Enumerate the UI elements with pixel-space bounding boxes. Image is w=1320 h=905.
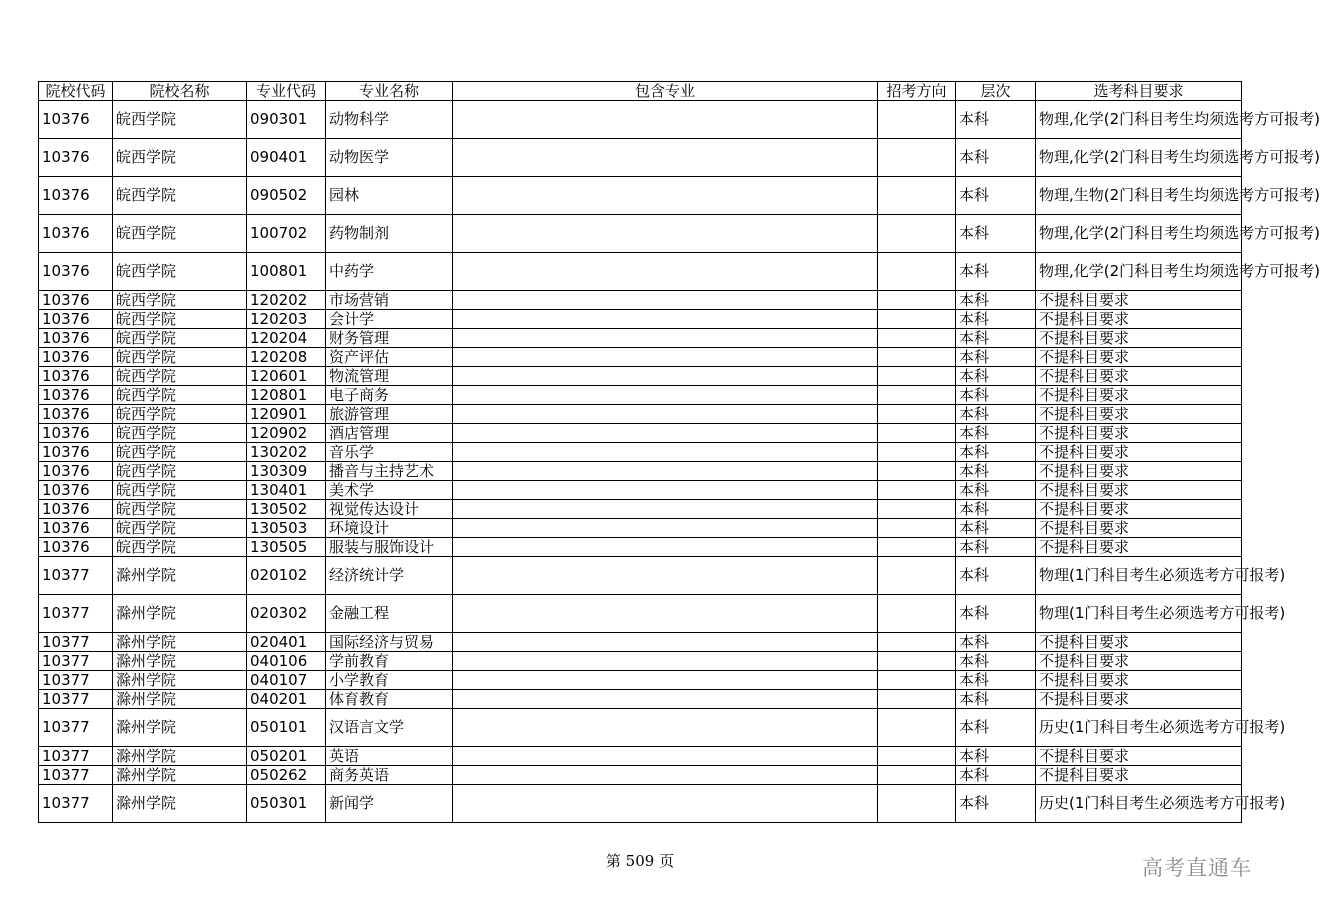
- cell-school-code: 10376: [39, 386, 113, 405]
- header-major-name: 专业名称: [326, 82, 453, 101]
- cell-subject-requirement: 物理,化学(2门科目考生均须选考方可报考): [1036, 215, 1242, 253]
- cell-direction: [878, 595, 956, 633]
- page-number: 第 509 页: [605, 852, 675, 870]
- cell-level: 本科: [956, 253, 1036, 291]
- cell-included-majors: [453, 500, 878, 519]
- cell-school-code: 10376: [39, 215, 113, 253]
- cell-subject-requirement: 不提科目要求: [1036, 766, 1242, 785]
- cell-major-name: 播音与主持艺术: [326, 462, 453, 481]
- cell-level: 本科: [956, 481, 1036, 500]
- cell-direction: [878, 291, 956, 310]
- cell-school-name: 滁州学院: [113, 633, 247, 652]
- cell-school-name: 皖西学院: [113, 538, 247, 557]
- table-row: [39, 310, 1242, 329]
- cell-major-code: 100702: [247, 215, 326, 253]
- cell-school-code: 10377: [39, 690, 113, 709]
- cell-school-name: 皖西学院: [113, 386, 247, 405]
- cell-level: 本科: [956, 652, 1036, 671]
- cell-school-code: 10377: [39, 633, 113, 652]
- cell-school-name: 皖西学院: [113, 139, 247, 177]
- cell-school-name: 皖西学院: [113, 101, 247, 139]
- cell-level: 本科: [956, 500, 1036, 519]
- cell-school-name: 皖西学院: [113, 215, 247, 253]
- table-row: [39, 424, 1242, 443]
- cell-major-name: 动物科学: [326, 101, 453, 139]
- cell-major-code: 130503: [247, 519, 326, 538]
- cell-major-code: 120208: [247, 348, 326, 367]
- cell-level: 本科: [956, 424, 1036, 443]
- cell-level: 本科: [956, 595, 1036, 633]
- cell-major-name: 资产评估: [326, 348, 453, 367]
- cell-school-name: 皖西学院: [113, 291, 247, 310]
- table-row: [39, 538, 1242, 557]
- cell-level: 本科: [956, 690, 1036, 709]
- cell-included-majors: [453, 348, 878, 367]
- admission-table: [38, 81, 1320, 823]
- cell-school-name: 皖西学院: [113, 481, 247, 500]
- cell-school-name: 滁州学院: [113, 652, 247, 671]
- cell-direction: [878, 766, 956, 785]
- cell-school-name: 滁州学院: [113, 766, 247, 785]
- cell-major-name: 商务英语: [326, 766, 453, 785]
- cell-school-code: 10377: [39, 709, 113, 747]
- cell-school-code: 10376: [39, 310, 113, 329]
- table-row: [39, 101, 1242, 139]
- cell-included-majors: [453, 747, 878, 766]
- cell-school-name: 滁州学院: [113, 709, 247, 747]
- cell-school-name: 皖西学院: [113, 348, 247, 367]
- cell-major-code: 100801: [247, 253, 326, 291]
- cell-major-code: 120801: [247, 386, 326, 405]
- cell-direction: [878, 690, 956, 709]
- cell-major-name: 动物医学: [326, 139, 453, 177]
- cell-direction: [878, 443, 956, 462]
- table-row: [39, 139, 1242, 177]
- cell-school-code: 10376: [39, 500, 113, 519]
- cell-included-majors: [453, 595, 878, 633]
- table-row: [39, 652, 1242, 671]
- cell-level: 本科: [956, 177, 1036, 215]
- cell-subject-requirement: 不提科目要求: [1036, 538, 1242, 557]
- cell-major-name: 新闻学: [326, 785, 453, 823]
- cell-subject-requirement: 不提科目要求: [1036, 443, 1242, 462]
- table-row: [39, 367, 1242, 386]
- cell-subject-requirement: 不提科目要求: [1036, 671, 1242, 690]
- table-row: [39, 481, 1242, 500]
- cell-level: 本科: [956, 386, 1036, 405]
- cell-direction: [878, 367, 956, 386]
- cell-direction: [878, 557, 956, 595]
- cell-level: 本科: [956, 367, 1036, 386]
- cell-direction: [878, 709, 956, 747]
- table-row: [39, 785, 1242, 823]
- table-row: [39, 329, 1242, 348]
- cell-school-code: 10377: [39, 671, 113, 690]
- cell-major-code: 090401: [247, 139, 326, 177]
- cell-direction: [878, 538, 956, 557]
- cell-school-code: 10376: [39, 367, 113, 386]
- cell-subject-requirement: 不提科目要求: [1036, 348, 1242, 367]
- cell-major-name: 财务管理: [326, 329, 453, 348]
- cell-school-code: 10376: [39, 405, 113, 424]
- watermark: 高考直通车: [1142, 856, 1252, 880]
- cell-major-name: 服装与服饰设计: [326, 538, 453, 557]
- cell-major-name: 金融工程: [326, 595, 453, 633]
- cell-school-code: 10377: [39, 766, 113, 785]
- header-school-code: 院校代码: [39, 82, 113, 101]
- cell-level: 本科: [956, 709, 1036, 747]
- table-row: [39, 215, 1242, 253]
- cell-subject-requirement: 不提科目要求: [1036, 519, 1242, 538]
- cell-direction: [878, 481, 956, 500]
- cell-direction: [878, 747, 956, 766]
- cell-school-name: 皖西学院: [113, 310, 247, 329]
- cell-included-majors: [453, 253, 878, 291]
- cell-major-code: 090301: [247, 101, 326, 139]
- cell-major-name: 园林: [326, 177, 453, 215]
- cell-major-name: 中药学: [326, 253, 453, 291]
- cell-school-code: 10376: [39, 443, 113, 462]
- cell-subject-requirement: 不提科目要求: [1036, 500, 1242, 519]
- cell-included-majors: [453, 424, 878, 443]
- header-school-name: 院校名称: [113, 82, 247, 101]
- cell-level: 本科: [956, 519, 1036, 538]
- cell-subject-requirement: 物理,化学(2门科目考生均须选考方可报考): [1036, 253, 1242, 291]
- cell-major-name: 小学教育: [326, 671, 453, 690]
- cell-subject-requirement: 物理,生物(2门科目考生均须选考方可报考): [1036, 177, 1242, 215]
- table-row: [39, 633, 1242, 652]
- cell-school-code: 10376: [39, 177, 113, 215]
- cell-direction: [878, 500, 956, 519]
- cell-major-code: 130202: [247, 443, 326, 462]
- cell-major-code: 090502: [247, 177, 326, 215]
- table-row: [39, 291, 1242, 310]
- cell-included-majors: [453, 519, 878, 538]
- cell-included-majors: [453, 462, 878, 481]
- cell-included-majors: [453, 329, 878, 348]
- cell-subject-requirement: 不提科目要求: [1036, 386, 1242, 405]
- cell-major-code: 020102: [247, 557, 326, 595]
- cell-direction: [878, 519, 956, 538]
- cell-major-code: 130502: [247, 500, 326, 519]
- table-row: [39, 595, 1242, 633]
- cell-major-name: 经济统计学: [326, 557, 453, 595]
- cell-included-majors: [453, 481, 878, 500]
- cell-school-name: 滁州学院: [113, 785, 247, 823]
- cell-level: 本科: [956, 557, 1036, 595]
- cell-major-name: 视觉传达设计: [326, 500, 453, 519]
- cell-major-name: 汉语言文学: [326, 709, 453, 747]
- table-row: [39, 462, 1242, 481]
- cell-level: 本科: [956, 462, 1036, 481]
- cell-school-code: 10376: [39, 481, 113, 500]
- table-row: [39, 690, 1242, 709]
- cell-major-code: 050201: [247, 747, 326, 766]
- cell-included-majors: [453, 709, 878, 747]
- cell-major-code: 130401: [247, 481, 326, 500]
- cell-subject-requirement: 物理,化学(2门科目考生均须选考方可报考): [1036, 139, 1242, 177]
- cell-level: 本科: [956, 538, 1036, 557]
- cell-school-code: 10376: [39, 462, 113, 481]
- table-row: [39, 671, 1242, 690]
- cell-included-majors: [453, 690, 878, 709]
- cell-school-code: 10376: [39, 329, 113, 348]
- cell-direction: [878, 329, 956, 348]
- cell-major-name: 电子商务: [326, 386, 453, 405]
- cell-subject-requirement: 不提科目要求: [1036, 652, 1242, 671]
- header-major-code: 专业代码: [247, 82, 326, 101]
- cell-major-code: 050101: [247, 709, 326, 747]
- cell-school-name: 皖西学院: [113, 367, 247, 386]
- cell-major-name: 市场营销: [326, 291, 453, 310]
- cell-subject-requirement: 不提科目要求: [1036, 747, 1242, 766]
- cell-level: 本科: [956, 671, 1036, 690]
- cell-school-name: 皖西学院: [113, 405, 247, 424]
- header-row: [39, 82, 1242, 101]
- cell-school-code: 10376: [39, 538, 113, 557]
- cell-school-name: 滁州学院: [113, 747, 247, 766]
- cell-direction: [878, 633, 956, 652]
- table-row: [39, 443, 1242, 462]
- cell-included-majors: [453, 177, 878, 215]
- table-row: [39, 177, 1242, 215]
- table-row: [39, 348, 1242, 367]
- cell-level: 本科: [956, 443, 1036, 462]
- cell-direction: [878, 424, 956, 443]
- cell-major-name: 药物制剂: [326, 215, 453, 253]
- cell-direction: [878, 215, 956, 253]
- cell-major-code: 130505: [247, 538, 326, 557]
- cell-major-code: 050301: [247, 785, 326, 823]
- cell-subject-requirement: 不提科目要求: [1036, 462, 1242, 481]
- cell-subject-requirement: 历史(1门科目考生必须选考方可报考): [1036, 709, 1242, 747]
- cell-subject-requirement: 不提科目要求: [1036, 329, 1242, 348]
- cell-level: 本科: [956, 785, 1036, 823]
- cell-major-name: 会计学: [326, 310, 453, 329]
- header-included-majors: 包含专业: [453, 82, 878, 101]
- cell-school-name: 滁州学院: [113, 671, 247, 690]
- cell-included-majors: [453, 367, 878, 386]
- cell-major-code: 120203: [247, 310, 326, 329]
- cell-school-code: 10377: [39, 557, 113, 595]
- cell-direction: [878, 310, 956, 329]
- cell-major-code: 040201: [247, 690, 326, 709]
- header-level: 层次: [956, 82, 1036, 101]
- cell-school-name: 皖西学院: [113, 329, 247, 348]
- cell-major-name: 学前教育: [326, 652, 453, 671]
- cell-direction: [878, 139, 956, 177]
- cell-major-name: 国际经济与贸易: [326, 633, 453, 652]
- cell-major-code: 040106: [247, 652, 326, 671]
- cell-level: 本科: [956, 101, 1036, 139]
- cell-major-name: 物流管理: [326, 367, 453, 386]
- table-row: [39, 519, 1242, 538]
- cell-included-majors: [453, 386, 878, 405]
- cell-level: 本科: [956, 348, 1036, 367]
- cell-direction: [878, 177, 956, 215]
- table-row: [39, 405, 1242, 424]
- table-row: [39, 766, 1242, 785]
- cell-included-majors: [453, 101, 878, 139]
- cell-level: 本科: [956, 291, 1036, 310]
- cell-direction: [878, 386, 956, 405]
- cell-subject-requirement: 不提科目要求: [1036, 481, 1242, 500]
- cell-direction: [878, 462, 956, 481]
- cell-included-majors: [453, 291, 878, 310]
- cell-school-name: 滁州学院: [113, 557, 247, 595]
- cell-level: 本科: [956, 310, 1036, 329]
- cell-level: 本科: [956, 139, 1036, 177]
- table-row: [39, 747, 1242, 766]
- cell-level: 本科: [956, 633, 1036, 652]
- cell-school-name: 皖西学院: [113, 443, 247, 462]
- cell-school-code: 10376: [39, 519, 113, 538]
- cell-included-majors: [453, 785, 878, 823]
- cell-major-name: 酒店管理: [326, 424, 453, 443]
- cell-direction: [878, 405, 956, 424]
- cell-level: 本科: [956, 215, 1036, 253]
- cell-major-code: 120901: [247, 405, 326, 424]
- cell-direction: [878, 348, 956, 367]
- cell-school-name: 皖西学院: [113, 500, 247, 519]
- cell-included-majors: [453, 766, 878, 785]
- table-row: [39, 500, 1242, 519]
- cell-major-code: 120601: [247, 367, 326, 386]
- header-direction: 招考方向: [878, 82, 956, 101]
- cell-major-name: 环境设计: [326, 519, 453, 538]
- cell-subject-requirement: 不提科目要求: [1036, 367, 1242, 386]
- cell-subject-requirement: 不提科目要求: [1036, 291, 1242, 310]
- cell-school-code: 10377: [39, 747, 113, 766]
- cell-level: 本科: [956, 766, 1036, 785]
- table-row: [39, 709, 1242, 747]
- cell-major-name: 旅游管理: [326, 405, 453, 424]
- header-subject-requirement: 选考科目要求: [1036, 82, 1242, 101]
- cell-included-majors: [453, 139, 878, 177]
- cell-subject-requirement: 物理(1门科目考生必须选考方可报考): [1036, 595, 1242, 633]
- cell-included-majors: [453, 652, 878, 671]
- cell-school-code: 10376: [39, 424, 113, 443]
- cell-included-majors: [453, 671, 878, 690]
- cell-subject-requirement: 物理(1门科目考生必须选考方可报考): [1036, 557, 1242, 595]
- cell-major-code: 120204: [247, 329, 326, 348]
- cell-direction: [878, 671, 956, 690]
- cell-major-code: 020302: [247, 595, 326, 633]
- cell-included-majors: [453, 310, 878, 329]
- cell-school-name: 皖西学院: [113, 253, 247, 291]
- cell-level: 本科: [956, 747, 1036, 766]
- cell-major-code: 120202: [247, 291, 326, 310]
- cell-major-name: 体育教育: [326, 690, 453, 709]
- cell-direction: [878, 253, 956, 291]
- cell-major-code: 050262: [247, 766, 326, 785]
- cell-major-name: 音乐学: [326, 443, 453, 462]
- cell-included-majors: [453, 215, 878, 253]
- cell-school-code: 10377: [39, 652, 113, 671]
- cell-school-name: 皖西学院: [113, 177, 247, 215]
- cell-subject-requirement: 历史(1门科目考生必须选考方可报考): [1036, 785, 1242, 823]
- cell-direction: [878, 652, 956, 671]
- cell-school-code: 10376: [39, 291, 113, 310]
- cell-direction: [878, 785, 956, 823]
- table-row: [39, 253, 1242, 291]
- cell-school-code: 10376: [39, 139, 113, 177]
- cell-school-name: 皖西学院: [113, 424, 247, 443]
- cell-major-code: 130309: [247, 462, 326, 481]
- cell-major-code: 040107: [247, 671, 326, 690]
- table-row: [39, 386, 1242, 405]
- cell-included-majors: [453, 538, 878, 557]
- cell-school-name: 皖西学院: [113, 519, 247, 538]
- cell-included-majors: [453, 633, 878, 652]
- cell-subject-requirement: 不提科目要求: [1036, 633, 1242, 652]
- cell-level: 本科: [956, 329, 1036, 348]
- cell-school-code: 10376: [39, 253, 113, 291]
- cell-subject-requirement: 物理,化学(2门科目考生均须选考方可报考): [1036, 101, 1242, 139]
- cell-major-code: 120902: [247, 424, 326, 443]
- cell-school-code: 10376: [39, 348, 113, 367]
- cell-school-code: 10376: [39, 101, 113, 139]
- cell-subject-requirement: 不提科目要求: [1036, 424, 1242, 443]
- cell-school-name: 滁州学院: [113, 595, 247, 633]
- cell-major-name: 美术学: [326, 481, 453, 500]
- cell-included-majors: [453, 405, 878, 424]
- table-body: [39, 101, 1320, 823]
- cell-direction: [878, 101, 956, 139]
- cell-level: 本科: [956, 405, 1036, 424]
- cell-subject-requirement: 不提科目要求: [1036, 690, 1242, 709]
- cell-major-code: 020401: [247, 633, 326, 652]
- cell-school-code: 10377: [39, 595, 113, 633]
- table-row: [39, 557, 1242, 595]
- cell-school-name: 皖西学院: [113, 462, 247, 481]
- cell-included-majors: [453, 443, 878, 462]
- cell-school-code: 10377: [39, 785, 113, 823]
- cell-included-majors: [453, 557, 878, 595]
- cell-subject-requirement: 不提科目要求: [1036, 310, 1242, 329]
- cell-school-name: 滁州学院: [113, 690, 247, 709]
- cell-subject-requirement: 不提科目要求: [1036, 405, 1242, 424]
- cell-major-name: 英语: [326, 747, 453, 766]
